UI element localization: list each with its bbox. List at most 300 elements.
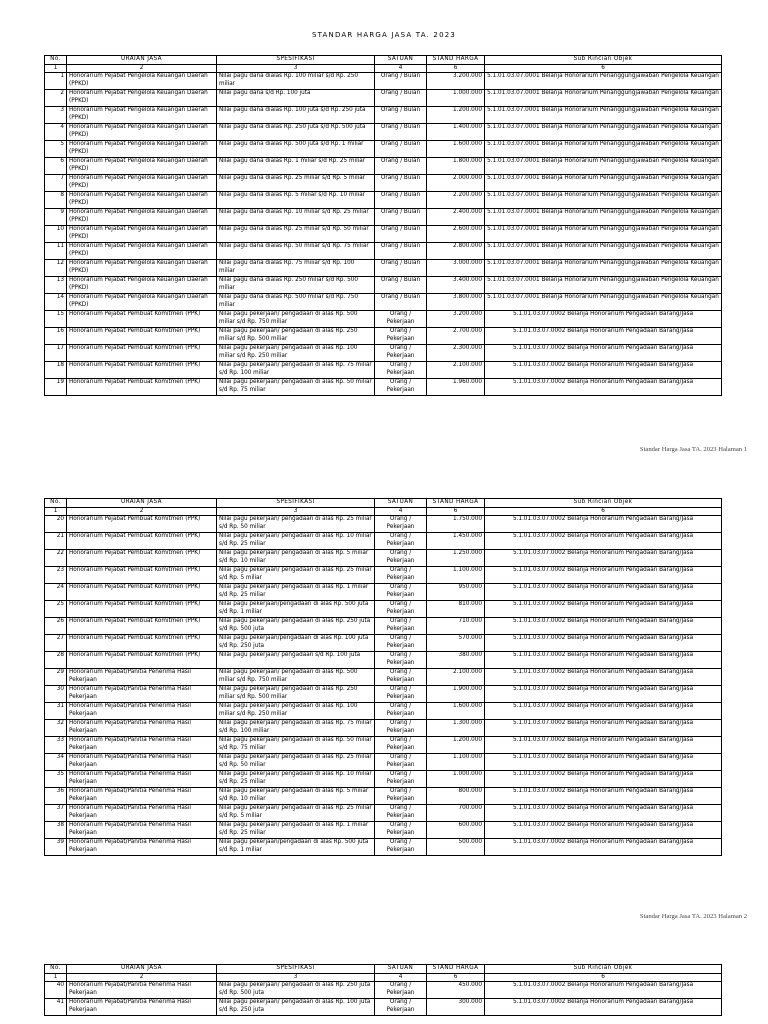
cell-spek: Nilai pagu dana dialas Rp. 10 miliar s/d Rp. 25 miliar xyxy=(217,209,375,226)
cell-sub: 5.1.01.03.07.0002 Belanja Honorarium Pengadaan Barang/Jasa xyxy=(485,345,722,362)
cell-satuan: Orang / Pekerjaan xyxy=(375,567,427,584)
table-row xyxy=(45,516,722,533)
cell-no: 15 xyxy=(45,311,67,328)
cell-no: 2 xyxy=(45,90,67,107)
cell-uraian: Honorarium Pejabat Pembuat Komitmen (PPK) xyxy=(67,618,217,635)
price-table xyxy=(44,964,722,1016)
cell-uraian: Honorarium Pejabat Pengelola Keuangan Daerah (PPKD) xyxy=(67,107,217,124)
cell-uraian: Honorarium Pejabat/Panitia Penerima Hasil Pekerjaan xyxy=(67,703,217,720)
cell-satuan: Orang / Pekerjaan xyxy=(375,754,427,771)
table-row xyxy=(45,260,722,277)
page-footer: Standar Harga Jasa TA. 2023 Halaman 1 xyxy=(639,446,747,453)
cell-harga: 600.000 xyxy=(427,822,485,839)
cell-spek: Nilai pagu pekerjaan/ pengadaan di alas Rp. 25 miliar s/d Rp. 5 miliar xyxy=(217,567,375,584)
cell-no: 24 xyxy=(45,584,67,601)
cell-uraian: Honorarium Pejabat Pembuat Komitmen (PPK) xyxy=(67,516,217,533)
cell-spek: Nilai pagu pekerjaan/ pengadaan di alas Rp. 500 miliar s/d Rp. 750 miliar xyxy=(217,311,375,328)
cell-sub: 5.1.01.03.07.0002 Belanja Honorarium Pengadaan Barang/Jasa xyxy=(485,669,722,686)
cell-no: 9 xyxy=(45,209,67,226)
cell-no: 25 xyxy=(45,601,67,618)
column-number: 2 xyxy=(67,974,217,982)
cell-harga: 1.300.000 xyxy=(427,720,485,737)
cell-sub: 5.1.01.03.07.0001 Belanja Honorarium Penanggungjawaban Pengelola Keuangan xyxy=(485,243,722,260)
cell-spek: Nilai pagu dana dialas Rp. 25 miliar s/d Rp. 5 miliar xyxy=(217,175,375,192)
cell-satuan: Orang / Pekerjaan xyxy=(375,379,427,396)
cell-sub: 5.1.01.03.07.0002 Belanja Honorarium Pengadaan Barang/Jasa xyxy=(485,362,722,379)
cell-no: 40 xyxy=(45,982,67,999)
column-header-spesifikasi: SPESIFIKASI xyxy=(217,499,375,508)
table-row xyxy=(45,141,722,158)
column-number: 3 xyxy=(217,508,375,516)
cell-spek: Nilai pagu pekerjaan/ pengadaan di alas Rp. 1 miliar s/d Rp. 25 miliar xyxy=(217,822,375,839)
cell-no: 12 xyxy=(45,260,67,277)
cell-no: 17 xyxy=(45,345,67,362)
cell-no: 5 xyxy=(45,141,67,158)
cell-spek: Nilai pagu pekerjaan/ pengadaan di alas Rp. 5 miliar s/d Rp. 10 miliar xyxy=(217,550,375,567)
cell-sub: 5.1.01.03.07.0002 Belanja Honorarium Pengadaan Barang/Jasa xyxy=(485,328,722,345)
cell-harga: 570.000 xyxy=(427,635,485,652)
cell-sub: 5.1.01.03.07.0001 Belanja Honorarium Penanggungjawaban Pengelola Keuangan xyxy=(485,260,722,277)
table-row xyxy=(45,226,722,243)
cell-harga: 2.600.000 xyxy=(427,226,485,243)
table-row xyxy=(45,533,722,550)
cell-uraian: Honorarium Pejabat Pengelola Keuangan Daerah (PPKD) xyxy=(67,141,217,158)
cell-satuan: Orang / Bulan xyxy=(375,124,427,141)
header-row xyxy=(45,965,722,974)
column-number: 4 xyxy=(375,508,427,516)
column-header-uraian: URAIAN JASA xyxy=(67,499,217,508)
cell-satuan: Orang / Pekerjaan xyxy=(375,788,427,805)
cell-no: 6 xyxy=(45,158,67,175)
cell-no: 19 xyxy=(45,379,67,396)
table-row xyxy=(45,124,722,141)
cell-spek: Nilai pagu dana dialas Rp. 100 miliar s/d Rp. 250 miliar xyxy=(217,73,375,90)
cell-satuan: Orang / Pekerjaan xyxy=(375,533,427,550)
cell-no: 33 xyxy=(45,737,67,754)
cell-sub: 5.1.01.03.07.0001 Belanja Honorarium Penanggungjawaban Pengelola Keuangan xyxy=(485,141,722,158)
table-row xyxy=(45,550,722,567)
cell-spek: Nilai pagu pekerjaan/ pengadaan di alas Rp. 10 miliar s/d Rp. 25 miliar xyxy=(217,771,375,788)
cell-uraian: Honorarium Pejabat/Panitia Penerima Hasil Pekerjaan xyxy=(67,805,217,822)
cell-uraian: Honorarium Pejabat Pengelola Keuangan Daerah (PPKD) xyxy=(67,226,217,243)
table-row xyxy=(45,379,722,396)
table-row xyxy=(45,839,722,856)
cell-satuan: Orang / Pekerjaan xyxy=(375,550,427,567)
table-row xyxy=(45,703,722,720)
cell-spek: Nilai pagu dana dialas Rp. 500 miliar s/d Rp. 750 miliar xyxy=(217,294,375,311)
cell-uraian: Honorarium Pejabat/Panitia Penerima Hasil Pekerjaan xyxy=(67,720,217,737)
column-number: 6 xyxy=(427,974,485,982)
cell-no: 39 xyxy=(45,839,67,856)
cell-uraian: Honorarium Pejabat Pembuat Komitmen (PPK) xyxy=(67,550,217,567)
cell-sub: 5.1.01.03.07.0002 Belanja Honorarium Pengadaan Barang/Jasa xyxy=(485,550,722,567)
cell-no: 7 xyxy=(45,175,67,192)
cell-uraian: Honorarium Pejabat/Panitia Penerima Hasil Pekerjaan xyxy=(67,754,217,771)
column-header-sub: Sub Rincian Objek xyxy=(485,499,722,508)
cell-harga: 3.800.000 xyxy=(427,294,485,311)
cell-uraian: Honorarium Pejabat Pembuat Komitmen (PPK) xyxy=(67,533,217,550)
cell-uraian: Honorarium Pejabat/Panitia Penerima Hasil Pekerjaan xyxy=(67,822,217,839)
cell-harga: 1.250.000 xyxy=(427,550,485,567)
column-number-row xyxy=(45,974,722,982)
cell-harga: 380.000 xyxy=(427,652,485,669)
cell-harga: 3.400.000 xyxy=(427,277,485,294)
cell-spek: Nilai pagu pekerjaan/ pengadaan di alas Rp. 250 miliar s/d Rp. 500 miliar xyxy=(217,328,375,345)
table-row xyxy=(45,652,722,669)
cell-sub: 5.1.01.03.07.0002 Belanja Honorarium Pengadaan Barang/Jasa xyxy=(485,618,722,635)
cell-sub: 5.1.01.03.07.0002 Belanja Honorarium Pengadaan Barang/Jasa xyxy=(485,533,722,550)
column-header-no: No. xyxy=(45,965,67,974)
cell-no: 28 xyxy=(45,652,67,669)
table-row xyxy=(45,107,722,124)
cell-harga: 2.100.000 xyxy=(427,362,485,379)
cell-harga: 1.200.000 xyxy=(427,737,485,754)
column-header-uraian: URAIAN JASA xyxy=(67,56,217,65)
table-row xyxy=(45,737,722,754)
cell-no: 35 xyxy=(45,771,67,788)
cell-spek: Nilai pagu pekerjaan/pengadaan di alas Rp. 500 juta s/d Rp. 1 miliar xyxy=(217,839,375,856)
cell-harga: 1.800.000 xyxy=(427,158,485,175)
cell-no: 37 xyxy=(45,805,67,822)
cell-sub: 5.1.01.03.07.0001 Belanja Honorarium Penanggungjawaban Pengelola Keuangan xyxy=(485,277,722,294)
table-row xyxy=(45,209,722,226)
table-row xyxy=(45,328,722,345)
cell-sub: 5.1.01.03.07.0002 Belanja Honorarium Pengadaan Barang/Jasa xyxy=(485,788,722,805)
cell-uraian: Honorarium Pejabat Pembuat Komitmen (PPK) xyxy=(67,328,217,345)
cell-satuan: Orang / Pekerjaan xyxy=(375,618,427,635)
table-row xyxy=(45,982,722,999)
cell-uraian: Honorarium Pejabat Pengelola Keuangan Daerah (PPKD) xyxy=(67,158,217,175)
table-row xyxy=(45,294,722,311)
cell-spek: Nilai pagu pekerjaan/ pengadaan di alas Rp. 500 miliar s/d Rp. 750 miliar xyxy=(217,669,375,686)
cell-sub: 5.1.01.03.07.0001 Belanja Honorarium Penanggungjawaban Pengelola Keuangan xyxy=(485,90,722,107)
cell-sub: 5.1.01.03.07.0002 Belanja Honorarium Pengadaan Barang/Jasa xyxy=(485,822,722,839)
cell-harga: 710.000 xyxy=(427,618,485,635)
cell-satuan: Orang / Pekerjaan xyxy=(375,362,427,379)
cell-spek: Nilai pagu dana dialas Rp. 100 juta s/d Rp. 250 juta xyxy=(217,107,375,124)
cell-uraian: Honorarium Pejabat Pembuat Komitmen (PPK) xyxy=(67,379,217,396)
column-number: 4 xyxy=(375,65,427,73)
table-row xyxy=(45,362,722,379)
cell-spek: Nilai pagu pekerjaan/ pengadaan di alas Rp. 25 miliar s/d Rp. 5 miliar xyxy=(217,805,375,822)
cell-uraian: Honorarium Pejabat Pengelola Keuangan Daerah (PPKD) xyxy=(67,243,217,260)
cell-no: 38 xyxy=(45,822,67,839)
cell-satuan: Orang / Pekerjaan xyxy=(375,652,427,669)
cell-harga: 1.200.000 xyxy=(427,107,485,124)
header-row xyxy=(45,499,722,508)
cell-sub: 5.1.01.03.07.0002 Belanja Honorarium Pengadaan Barang/Jasa xyxy=(485,635,722,652)
cell-no: 16 xyxy=(45,328,67,345)
column-number: 3 xyxy=(217,974,375,982)
cell-harga: 810.000 xyxy=(427,601,485,618)
cell-harga: 1.600.000 xyxy=(427,703,485,720)
table-row xyxy=(45,175,722,192)
cell-sub: 5.1.01.03.07.0001 Belanja Honorarium Penanggungjawaban Pengelola Keuangan xyxy=(485,192,722,209)
cell-sub: 5.1.01.03.07.0002 Belanja Honorarium Pengadaan Barang/Jasa xyxy=(485,982,722,999)
cell-satuan: Orang / Bulan xyxy=(375,90,427,107)
cell-uraian: Honorarium Pejabat Pengelola Keuangan Daerah (PPKD) xyxy=(67,73,217,90)
cell-spek: Nilai pagu pekerjaan/ pengadaan s/d Rp. 100 juta xyxy=(217,652,375,669)
cell-satuan: Orang / Pekerjaan xyxy=(375,686,427,703)
column-number: 6 xyxy=(485,974,722,982)
cell-harga: 450.000 xyxy=(427,982,485,999)
cell-spek: Nilai pagu dana dialas Rp. 75 miliar s/d Rp. 100 miliar xyxy=(217,260,375,277)
table-row xyxy=(45,788,722,805)
cell-satuan: Orang / Bulan xyxy=(375,73,427,90)
cell-satuan: Orang / Pekerjaan xyxy=(375,982,427,999)
header-row xyxy=(45,56,722,65)
cell-harga: 2.700.000 xyxy=(427,328,485,345)
cell-spek: Nilai pagu pekerjaan/ pengadaan di alas Rp. 250 juta s/d Rp. 500 juta xyxy=(217,618,375,635)
column-number: 1 xyxy=(45,974,67,982)
cell-spek: Nilai pagu pekerjaan/ pengadaan di alas Rp. 250 miliar s/d Rp. 500 miliar xyxy=(217,686,375,703)
cell-no: 29 xyxy=(45,669,67,686)
cell-no: 4 xyxy=(45,124,67,141)
cell-spek: Nilai pagu pekerjaan/ pengadaan di alas Rp. 50 miliar s/d Rp. 75 miliar xyxy=(217,379,375,396)
table-row xyxy=(45,584,722,601)
column-number: 2 xyxy=(67,508,217,516)
cell-sub: 5.1.01.03.07.0002 Belanja Honorarium Pengadaan Barang/Jasa xyxy=(485,652,722,669)
table-row xyxy=(45,192,722,209)
cell-sub: 5.1.01.03.07.0002 Belanja Honorarium Pengadaan Barang/Jasa xyxy=(485,754,722,771)
cell-satuan: Orang / Bulan xyxy=(375,175,427,192)
cell-harga: 1.100.000 xyxy=(427,754,485,771)
cell-harga: 1.960.000 xyxy=(427,379,485,396)
table-row xyxy=(45,567,722,584)
column-header-satuan: SATUAN xyxy=(375,965,427,974)
column-number: 6 xyxy=(427,65,485,73)
cell-no: 21 xyxy=(45,533,67,550)
column-header-no: No. xyxy=(45,499,67,508)
cell-spek: Nilai pagu pekerjaan/ pengadaan di alas Rp. 75 miliar s/d Rp. 100 miliar xyxy=(217,362,375,379)
column-header-harga: STAND HARGA xyxy=(427,499,485,508)
cell-spek: Nilai pagu pekerjaan/ pengadaan di alas Rp. 100 juta s/d Rp. 250 juta xyxy=(217,999,375,1016)
column-number: 6 xyxy=(485,65,722,73)
cell-sub: 5.1.01.03.07.0002 Belanja Honorarium Pengadaan Barang/Jasa xyxy=(485,720,722,737)
cell-uraian: Honorarium Pejabat Pengelola Keuangan Daerah (PPKD) xyxy=(67,124,217,141)
cell-spek: Nilai pagu dana dialas Rp. 50 miliar s/d Rp. 75 miliar xyxy=(217,243,375,260)
cell-satuan: Orang / Pekerjaan xyxy=(375,584,427,601)
cell-uraian: Honorarium Pejabat Pembuat Komitmen (PPK) xyxy=(67,362,217,379)
cell-satuan: Orang / Bulan xyxy=(375,277,427,294)
cell-harga: 950.000 xyxy=(427,584,485,601)
cell-satuan: Orang / Pekerjaan xyxy=(375,805,427,822)
column-number: 6 xyxy=(485,508,722,516)
cell-spek: Nilai pagu pekerjaan/ pengadaan di alas Rp. 50 miliar s/d Rp. 75 miliar xyxy=(217,737,375,754)
table-row xyxy=(45,720,722,737)
cell-uraian: Honorarium Pejabat/Panitia Penerima Hasil Pekerjaan xyxy=(67,788,217,805)
cell-satuan: Orang / Pekerjaan xyxy=(375,345,427,362)
cell-satuan: Orang / Bulan xyxy=(375,141,427,158)
cell-harga: 1.750.000 xyxy=(427,516,485,533)
cell-spek: Nilai pagu dana dialas Rp. 5 miliar s/d Rp. 10 miliar xyxy=(217,192,375,209)
cell-harga: 1.100.000 xyxy=(427,567,485,584)
cell-spek: Nilai pagu pekerjaan/ pengadaan di alas Rp. 100 miliar s/d Rp. 250 miliar xyxy=(217,345,375,362)
cell-uraian: Honorarium Pejabat Pengelola Keuangan Daerah (PPKD) xyxy=(67,209,217,226)
cell-uraian: Honorarium Pejabat/Panitia Penerima Hasil Pekerjaan xyxy=(67,771,217,788)
cell-satuan: Orang / Pekerjaan xyxy=(375,999,427,1016)
column-header-no: No. xyxy=(45,56,67,65)
cell-satuan: Orang / Pekerjaan xyxy=(375,601,427,618)
table-row xyxy=(45,243,722,260)
cell-uraian: Honorarium Pejabat Pengelola Keuangan Daerah (PPKD) xyxy=(67,294,217,311)
cell-harga: 300.000 xyxy=(427,999,485,1016)
cell-spek: Nilai pagu pekerjaan/ pengadaan di alas Rp. 10 miliar s/d Rp. 25 miliar xyxy=(217,533,375,550)
column-number: 2 xyxy=(67,65,217,73)
cell-no: 3 xyxy=(45,107,67,124)
cell-sub: 5.1.01.03.07.0001 Belanja Honorarium Penanggungjawaban Pengelola Keuangan xyxy=(485,158,722,175)
cell-uraian: Honorarium Pejabat/Panitia Penerima Hasil Pekerjaan xyxy=(67,839,217,856)
cell-sub: 5.1.01.03.07.0001 Belanja Honorarium Penanggungjawaban Pengelola Keuangan xyxy=(485,294,722,311)
column-number: 1 xyxy=(45,508,67,516)
cell-uraian: Honorarium Pejabat Pembuat Komitmen (PPK) xyxy=(67,584,217,601)
cell-harga: 1.000.000 xyxy=(427,771,485,788)
cell-spek: Nilai pagu pekerjaan/ pengadaan di alas Rp. 250 juta s/d Rp. 500 juta xyxy=(217,982,375,999)
table-row xyxy=(45,345,722,362)
table-row xyxy=(45,822,722,839)
cell-satuan: Orang / Bulan xyxy=(375,260,427,277)
cell-satuan: Orang / Bulan xyxy=(375,209,427,226)
cell-harga: 800.000 xyxy=(427,788,485,805)
cell-sub: 5.1.01.03.07.0002 Belanja Honorarium Pengadaan Barang/Jasa xyxy=(485,584,722,601)
page-footer: Standar Harga Jasa TA. 2023 Halaman 2 xyxy=(639,913,747,920)
cell-satuan: Orang / Pekerjaan xyxy=(375,311,427,328)
cell-harga: 500.000 xyxy=(427,839,485,856)
cell-sub: 5.1.01.03.07.0002 Belanja Honorarium Pengadaan Barang/Jasa xyxy=(485,516,722,533)
table-row xyxy=(45,686,722,703)
cell-no: 13 xyxy=(45,277,67,294)
cell-no: 34 xyxy=(45,754,67,771)
cell-no: 36 xyxy=(45,788,67,805)
table-row xyxy=(45,999,722,1016)
table-row xyxy=(45,635,722,652)
cell-no: 30 xyxy=(45,686,67,703)
table-row xyxy=(45,601,722,618)
cell-sub: 5.1.01.03.07.0001 Belanja Honorarium Penanggungjawaban Pengelola Keuangan xyxy=(485,124,722,141)
column-number: 6 xyxy=(427,508,485,516)
cell-satuan: Orang / Bulan xyxy=(375,226,427,243)
cell-no: 27 xyxy=(45,635,67,652)
cell-no: 20 xyxy=(45,516,67,533)
cell-no: 8 xyxy=(45,192,67,209)
cell-spek: Nilai pagu pekerjaan/ pengadaan di alas Rp. 1 miliar s/d Rp. 25 miliar xyxy=(217,584,375,601)
price-table xyxy=(44,498,722,856)
cell-uraian: Honorarium Pejabat/Panitia Penerima Hasil Pekerjaan xyxy=(67,999,217,1016)
cell-uraian: Honorarium Pejabat Pengelola Keuangan Daerah (PPKD) xyxy=(67,175,217,192)
cell-harga: 2.200.000 xyxy=(427,192,485,209)
cell-harga: 2.000.000 xyxy=(427,175,485,192)
cell-sub: 5.1.01.03.07.0002 Belanja Honorarium Pengadaan Barang/Jasa xyxy=(485,567,722,584)
cell-uraian: Honorarium Pejabat Pembuat Komitmen (PPK) xyxy=(67,635,217,652)
table-row xyxy=(45,90,722,107)
cell-sub: 5.1.01.03.07.0002 Belanja Honorarium Pengadaan Barang/Jasa xyxy=(485,805,722,822)
cell-no: 31 xyxy=(45,703,67,720)
column-header-uraian: URAIAN JASA xyxy=(67,965,217,974)
cell-satuan: Orang / Pekerjaan xyxy=(375,839,427,856)
cell-no: 32 xyxy=(45,720,67,737)
cell-harga: 2.300.000 xyxy=(427,345,485,362)
cell-sub: 5.1.01.03.07.0001 Belanja Honorarium Penanggungjawaban Pengelola Keuangan xyxy=(485,73,722,90)
cell-sub: 5.1.01.03.07.0002 Belanja Honorarium Pengadaan Barang/Jasa xyxy=(485,311,722,328)
cell-uraian: Honorarium Pejabat Pengelola Keuangan Daerah (PPKD) xyxy=(67,260,217,277)
cell-satuan: Orang / Bulan xyxy=(375,158,427,175)
column-header-spesifikasi: SPESIFIKASI xyxy=(217,56,375,65)
cell-no: 1 xyxy=(45,73,67,90)
column-number: 1 xyxy=(45,65,67,73)
cell-uraian: Honorarium Pejabat/Panitia Penerima Hasil Pekerjaan xyxy=(67,686,217,703)
cell-spek: Nilai pagu dana dialas Rp. 250 miliar s/d Rp. 500 miliar xyxy=(217,277,375,294)
cell-satuan: Orang / Bulan xyxy=(375,192,427,209)
cell-uraian: Honorarium Pejabat Pengelola Keuangan Daerah (PPKD) xyxy=(67,90,217,107)
cell-satuan: Orang / Pekerjaan xyxy=(375,771,427,788)
cell-spek: Nilai pagu pekerjaan/ pengadaan di alas Rp. 75 miliar s/d Rp. 100 miliar xyxy=(217,720,375,737)
cell-no: 23 xyxy=(45,567,67,584)
column-header-harga: STAND HARGA xyxy=(427,965,485,974)
cell-harga: 1.000.000 xyxy=(427,90,485,107)
cell-sub: 5.1.01.03.07.0001 Belanja Honorarium Penanggungjawaban Pengelola Keuangan xyxy=(485,209,722,226)
column-header-spesifikasi: SPESIFIKASI xyxy=(217,965,375,974)
cell-harga: 2.800.000 xyxy=(427,243,485,260)
cell-sub: 5.1.01.03.07.0002 Belanja Honorarium Pengadaan Barang/Jasa xyxy=(485,379,722,396)
cell-sub: 5.1.01.03.07.0001 Belanja Honorarium Penanggungjawaban Pengelola Keuangan xyxy=(485,226,722,243)
column-header-harga: STAND HARGA xyxy=(427,56,485,65)
cell-satuan: Orang / Pekerjaan xyxy=(375,635,427,652)
cell-harga: 3.200.000 xyxy=(427,73,485,90)
cell-sub: 5.1.01.03.07.0001 Belanja Honorarium Penanggungjawaban Pengelola Keuangan xyxy=(485,107,722,124)
cell-sub: 5.1.01.03.07.0002 Belanja Honorarium Pengadaan Barang/Jasa xyxy=(485,839,722,856)
table-row xyxy=(45,73,722,90)
cell-uraian: Honorarium Pejabat Pembuat Komitmen (PPK) xyxy=(67,567,217,584)
page-title: STANDAR HARGA JASA TA. 2023 xyxy=(311,31,457,39)
column-number-row xyxy=(45,65,722,73)
cell-sub: 5.1.01.03.07.0002 Belanja Honorarium Pengadaan Barang/Jasa xyxy=(485,686,722,703)
cell-uraian: Honorarium Pejabat/Panitia Penerima Hasil Pekerjaan xyxy=(67,669,217,686)
cell-spek: Nilai pagu dana s/d Rp. 100 juta xyxy=(217,90,375,107)
cell-harga: 700.000 xyxy=(427,805,485,822)
column-header-sub: Sub Rincian Objek xyxy=(485,56,722,65)
table-row xyxy=(45,311,722,328)
cell-uraian: Honorarium Pejabat/Panitia Penerima Hasil Pekerjaan xyxy=(67,982,217,999)
price-table xyxy=(44,55,722,396)
cell-spek: Nilai pagu dana dialas Rp. 25 miliar s/d Rp. 50 miliar xyxy=(217,226,375,243)
cell-spek: Nilai pagu pekerjaan/ pengadaan di alas Rp. 100 miliar s/d Rp. 250 miliar xyxy=(217,703,375,720)
table-row xyxy=(45,618,722,635)
cell-no: 11 xyxy=(45,243,67,260)
cell-sub: 5.1.01.03.07.0002 Belanja Honorarium Pengadaan Barang/Jasa xyxy=(485,771,722,788)
cell-satuan: Orang / Pekerjaan xyxy=(375,328,427,345)
cell-uraian: Honorarium Pejabat Pembuat Komitmen (PPK) xyxy=(67,652,217,669)
cell-harga: 2.100.000 xyxy=(427,669,485,686)
cell-satuan: Orang / Pekerjaan xyxy=(375,822,427,839)
column-number: 3 xyxy=(217,65,375,73)
column-number: 4 xyxy=(375,974,427,982)
cell-sub: 5.1.01.03.07.0002 Belanja Honorarium Pengadaan Barang/Jasa xyxy=(485,703,722,720)
cell-harga: 1.450.000 xyxy=(427,533,485,550)
cell-satuan: Orang / Bulan xyxy=(375,107,427,124)
cell-satuan: Orang / Pekerjaan xyxy=(375,720,427,737)
cell-no: 14 xyxy=(45,294,67,311)
column-header-sub: Sub Rincian Objek xyxy=(485,965,722,974)
cell-uraian: Honorarium Pejabat Pengelola Keuangan Daerah (PPKD) xyxy=(67,192,217,209)
cell-harga: 2.400.000 xyxy=(427,209,485,226)
cell-spek: Nilai pagu dana dialas Rp. 500 juta s/d Rp. 1 miliar xyxy=(217,141,375,158)
cell-uraian: Honorarium Pejabat Pengelola Keuangan Daerah (PPKD) xyxy=(67,277,217,294)
cell-satuan: Orang / Pekerjaan xyxy=(375,703,427,720)
cell-satuan: Orang / Bulan xyxy=(375,294,427,311)
cell-no: 18 xyxy=(45,362,67,379)
cell-uraian: Honorarium Pejabat Pembuat Komitmen (PPK) xyxy=(67,311,217,328)
column-header-satuan: SATUAN xyxy=(375,499,427,508)
